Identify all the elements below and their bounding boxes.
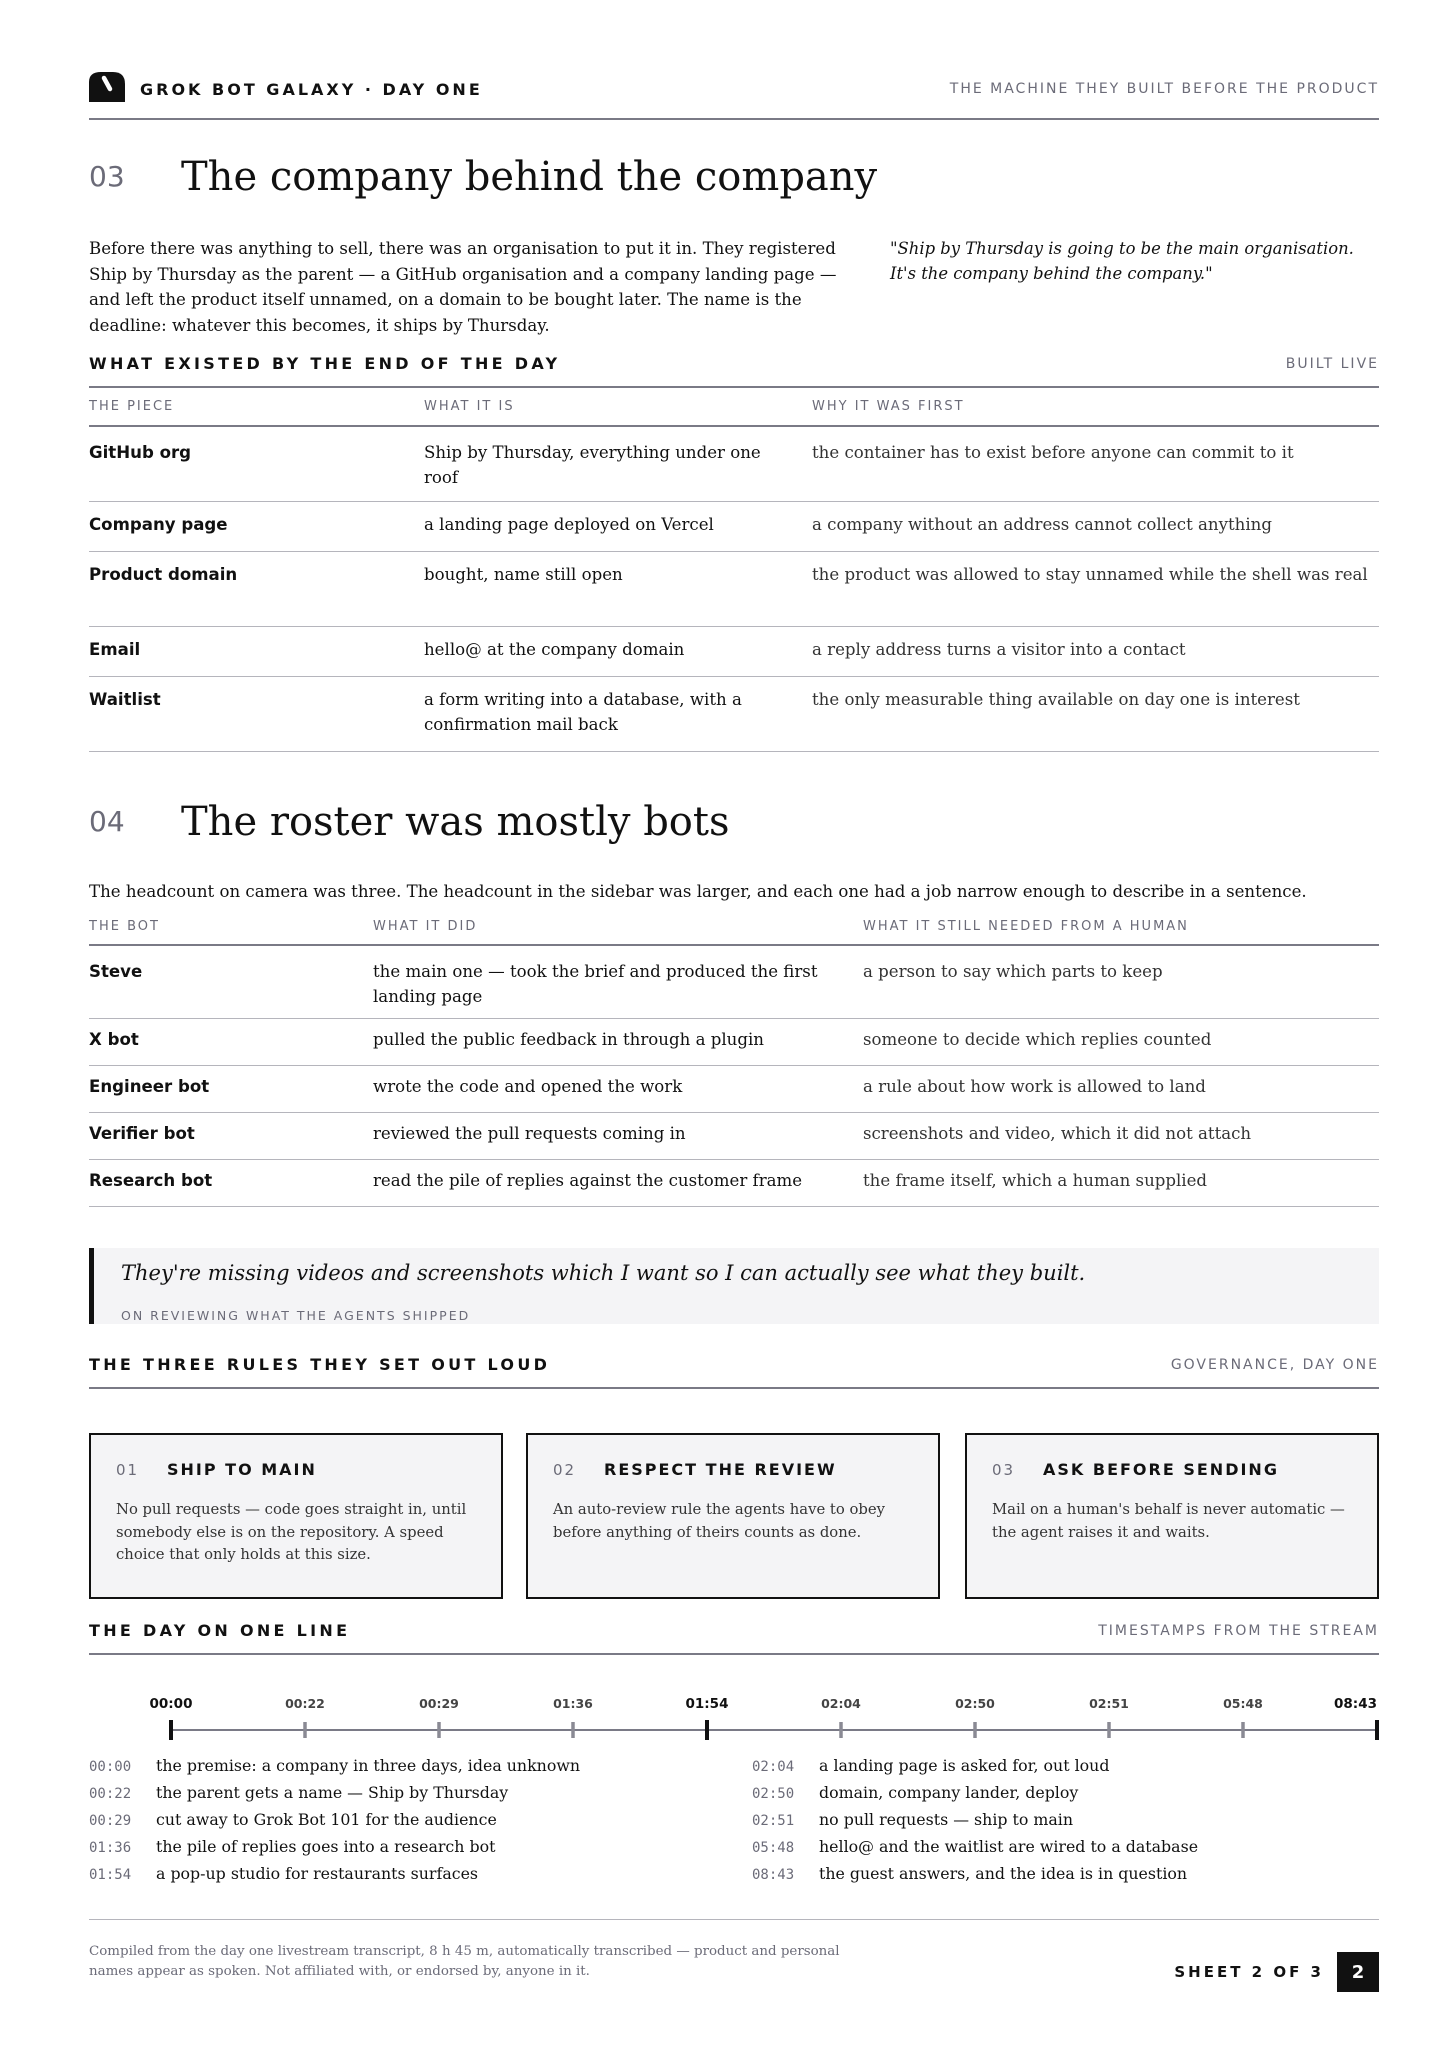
rule-card <box>526 1433 940 1599</box>
what-cell: bought, name still open <box>424 552 812 627</box>
band-title: THE DAY ON ONE LINE <box>89 1621 351 1640</box>
timeline-entry <box>752 1833 1352 1860</box>
table-row <box>89 945 1379 1019</box>
timeline-tick-label: 05:48 <box>1223 1696 1263 1711</box>
piece-cell: Product domain <box>89 552 424 627</box>
table-row <box>89 627 1379 677</box>
speech-bubble-logo-icon <box>89 72 125 102</box>
table-header-row <box>89 387 1379 426</box>
what-cell: hello@ at the company domain <box>424 627 812 677</box>
did-cell: the main one — took the brief and produced the first landing page <box>373 945 863 1019</box>
needed-cell: a person to say which parts to keep <box>863 945 1379 1019</box>
table-row <box>89 552 1379 627</box>
rule-title: RESPECT THE REVIEW <box>604 1460 837 1479</box>
pieces-table <box>89 387 1379 752</box>
why-cell: a reply address turns a visitor into a contact <box>812 627 1379 677</box>
publication-title: GROK BOT GALAXY · DAY ONE <box>140 80 483 99</box>
timeline-tick-label: 02:50 <box>955 1696 995 1711</box>
section-number: 04 <box>89 805 125 838</box>
section-title: The company behind the company <box>181 154 878 200</box>
timeline-log-right <box>752 1752 1352 1887</box>
entry-text: the pile of replies goes into a research bot <box>156 1837 496 1856</box>
bot-cell: Research bot <box>89 1160 373 1207</box>
column-header: WHAT IT STILL NEEDED FROM A HUMAN <box>863 908 1379 945</box>
timeline-entry <box>89 1833 689 1860</box>
entry-time: 02:50 <box>752 1786 795 1802</box>
timeline-entry <box>752 1752 1352 1779</box>
entry-time: 01:36 <box>89 1840 132 1856</box>
timeline-tick-label: 00:22 <box>285 1696 325 1711</box>
timeline-tick-label: 08:43 <box>1334 1696 1377 1712</box>
entry-time: 02:51 <box>752 1813 795 1829</box>
table-row <box>89 1066 1379 1113</box>
footer-divider <box>89 1919 1379 1920</box>
band-note: TIMESTAMPS FROM THE STREAM <box>1098 1623 1379 1639</box>
timeline-tick-label: 02:04 <box>821 1696 861 1711</box>
entry-time: 00:29 <box>89 1813 132 1829</box>
timeline-tick-label: 01:54 <box>685 1696 729 1712</box>
timeline-tick-label: 00:29 <box>419 1696 459 1711</box>
entry-text: cut away to Grok Bot 101 for the audience <box>156 1810 497 1829</box>
piece-cell: Email <box>89 627 424 677</box>
rule-card <box>965 1433 1379 1599</box>
band-title: WHAT EXISTED BY THE END OF THE DAY <box>89 354 561 373</box>
entry-text: domain, company lander, deploy <box>819 1783 1079 1802</box>
timeline-band <box>89 1620 1379 1655</box>
pull-quote <box>89 1248 1379 1324</box>
rule-number: 01 <box>116 1461 140 1479</box>
bot-cell: Engineer bot <box>89 1066 373 1113</box>
column-header: THE BOT <box>89 908 373 945</box>
entry-text: a pop-up studio for restaurants surfaces <box>156 1864 479 1883</box>
timeline-entry <box>89 1860 689 1887</box>
entry-time: 01:54 <box>89 1867 132 1883</box>
timeline-entry <box>89 1806 689 1833</box>
roster-table <box>89 908 1379 1207</box>
what-cell: a landing page deployed on Vercel <box>424 502 812 552</box>
needed-cell: the frame itself, which a human supplied <box>863 1160 1379 1207</box>
rule-title: ASK BEFORE SENDING <box>1043 1460 1279 1479</box>
table-row <box>89 1019 1379 1066</box>
rule-number: 02 <box>553 1461 577 1479</box>
timeline-tick-label: 01:36 <box>553 1696 593 1711</box>
timeline-entry <box>89 1779 689 1806</box>
section-band <box>89 352 1379 388</box>
entry-text: hello@ and the waitlist are wired to a database <box>819 1837 1199 1856</box>
page-number: 2 <box>1337 1952 1379 1992</box>
what-cell: a form writing into a database, with a confirmation mail back <box>424 677 812 752</box>
did-cell: wrote the code and opened the work <box>373 1066 863 1113</box>
piece-cell: Waitlist <box>89 677 424 752</box>
timeline-entry <box>89 1752 689 1779</box>
piece-cell: Company page <box>89 502 424 552</box>
rule-text: No pull requests — code goes straight in, until somebody else is on the repository. A speed choice that only holds at this size. <box>116 1501 467 1563</box>
rule-title: SHIP TO MAIN <box>167 1460 317 1479</box>
did-cell: read the pile of replies against the customer frame <box>373 1160 863 1207</box>
band-note: BUILT LIVE <box>1285 356 1379 372</box>
entry-text: a landing page is asked for, out loud <box>819 1756 1110 1775</box>
page-header <box>89 70 1379 120</box>
publication-tagline: THE MACHINE THEY BUILT BEFORE THE PRODUCT <box>949 81 1379 97</box>
table-row <box>89 502 1379 552</box>
piece-cell: GitHub org <box>89 426 424 502</box>
section-quote: "Ship by Thursday is going to be the main organisation. It's the company behind the company." <box>890 239 1354 283</box>
section-title: The roster was mostly bots <box>181 799 730 845</box>
table-header-row <box>89 908 1379 945</box>
section-intro: Before there was anything to sell, there was an organisation to put it in. They registered Ship by Thursday as the parent — a GitHub organisation and a company landing page — and left the product itself unnamed, on a domain to be bought later. The name is the deadline: whatever this becomes, it ships by Thursday. <box>89 239 837 335</box>
footer-note: Compiled from the day one livestream transcript, 8 h 45 m, automatically transcribed — product and personal names appear as spoken. Not affiliated with, or endorsed by, anyone in it. <box>89 1944 840 1979</box>
band-title: THE THREE RULES THEY SET OUT LOUD <box>89 1355 551 1374</box>
rule-number: 03 <box>992 1461 1016 1479</box>
why-cell: the product was allowed to stay unnamed while the shell was real <box>812 552 1379 627</box>
timeline-axis <box>89 1690 1379 1750</box>
table-row <box>89 1113 1379 1160</box>
pull-quote-caption: ON REVIEWING WHAT THE AGENTS SHIPPED <box>121 1308 471 1323</box>
section-lead: The headcount on camera was three. The headcount in the sidebar was larger, and each one had a job narrow enough to describe in a sentence. <box>89 882 1307 901</box>
sheet-label: SHEET 2 OF 3 <box>1174 1963 1324 1981</box>
timeline-entry <box>752 1806 1352 1833</box>
rules-band <box>89 1354 1379 1389</box>
what-cell: Ship by Thursday, everything under one roof <box>424 426 812 502</box>
timeline-entry <box>752 1860 1352 1887</box>
column-header: THE PIECE <box>89 387 424 426</box>
rule-text: Mail on a human's behalf is never automatic — the agent raises it and waits. <box>992 1501 1345 1541</box>
rule-card <box>89 1433 503 1599</box>
needed-cell: screenshots and video, which it did not attach <box>863 1113 1379 1160</box>
timeline-tick-label: 00:00 <box>149 1696 193 1712</box>
entry-time: 05:48 <box>752 1840 795 1856</box>
entry-text: no pull requests — ship to main <box>819 1810 1074 1829</box>
needed-cell: a rule about how work is allowed to land <box>863 1066 1379 1113</box>
band-note: GOVERNANCE, DAY ONE <box>1170 1357 1379 1373</box>
entry-text: the premise: a company in three days, idea unknown <box>156 1756 581 1775</box>
column-header: WHAT IT DID <box>373 908 863 945</box>
did-cell: reviewed the pull requests coming in <box>373 1113 863 1160</box>
bot-cell: Steve <box>89 945 373 1019</box>
why-cell: the container has to exist before anyone can commit to it <box>812 426 1379 502</box>
why-cell: a company without an address cannot collect anything <box>812 502 1379 552</box>
entry-text: the parent gets a name — Ship by Thursday <box>156 1783 509 1802</box>
timeline-entry <box>752 1779 1352 1806</box>
column-header: WHAT IT IS <box>424 387 812 426</box>
pull-quote-text: They're missing videos and screenshots which I want so I can actually see what they built. <box>121 1261 1086 1285</box>
bot-cell: Verifier bot <box>89 1113 373 1160</box>
needed-cell: someone to decide which replies counted <box>863 1019 1379 1066</box>
timeline-tick-label: 02:51 <box>1089 1696 1129 1711</box>
did-cell: pulled the public feedback in through a plugin <box>373 1019 863 1066</box>
entry-text: the guest answers, and the idea is in question <box>819 1864 1188 1883</box>
rule-text: An auto-review rule the agents have to obey before anything of theirs counts as done. <box>553 1501 885 1541</box>
bot-cell: X bot <box>89 1019 373 1066</box>
section-number: 03 <box>89 160 125 193</box>
column-header: WHY IT WAS FIRST <box>812 387 1379 426</box>
table-row <box>89 1160 1379 1207</box>
entry-time: 00:22 <box>89 1786 132 1802</box>
entry-time: 08:43 <box>752 1867 795 1883</box>
entry-time: 00:00 <box>89 1759 132 1775</box>
table-row <box>89 677 1379 752</box>
why-cell: the only measurable thing available on day one is interest <box>812 677 1379 752</box>
entry-time: 02:04 <box>752 1759 795 1775</box>
timeline-log-left <box>89 1752 689 1887</box>
table-row <box>89 426 1379 502</box>
